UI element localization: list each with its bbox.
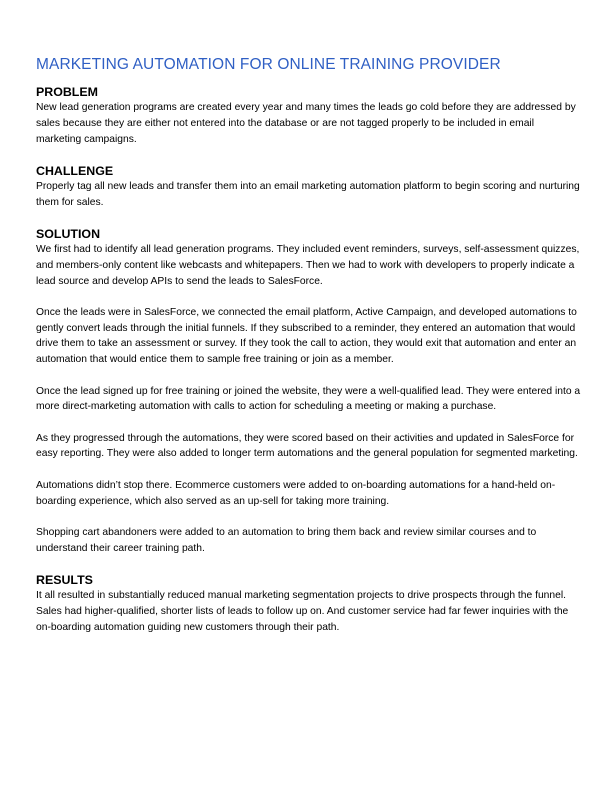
solution-paragraph: Shopping cart abandoners were added to an automation to bring them back and review similar courses and to understand their career training path. [36,526,537,554]
solution-paragraph: Once the leads were in SalesForce, we connected the email platform, Active Campaign, and developed automations to gently convert leads through the initial funnels. If they subscribed to a reminder, they entered an automation that would drive them to take an assessment or survey. If they took the call to action, they would exit that automation and enter an automation that would entice them to sample free training or join as a member. [36,306,577,366]
solution-paragraph: As they progressed through the automations, they were scored based on their activities and updated in SalesForce for easy reporting. They were also added to longer term automations and the general population for segmented marketing. [36,432,578,460]
page-title: MARKETING AUTOMATION FOR ONLINE TRAINING PROVIDER [36,56,501,73]
problem-paragraph: New lead generation programs are created every year and many times the leads go cold before they are addressed by sales because they are either not entered into the database or are not tagged properly to be included in email marketing campaigns. [36,102,576,145]
section-heading-problem: PROBLEM [36,85,98,99]
section-heading-solution: SOLUTION [36,226,101,241]
section-heading-results: RESULTS [36,572,93,587]
solution-paragraph: Once the lead signed up for free training or joined the website, they were a well-qualified lead. They were entered into a more direct-marketing automation with calls to action for scheduling a meeting or making a purchase. [36,385,581,413]
solution-paragraph: We first had to identify all lead generation programs. They included event reminders, surveys, self-assessment quizzes, and members-only content like webcasts and whitepapers. Then we had to work with developers to properly indicate a lead source and develop APIs to send the leads to SalesForce. [36,243,580,287]
challenge-paragraph: Properly tag all new leads and transfer them into an email marketing automation platform to begin scoring and nurturing them for sales. [36,180,580,208]
document-content [36,54,581,635]
section-heading-challenge: CHALLENGE [36,163,114,178]
results-paragraph: It all resulted in substantially reduced manual marketing segmentation projects to drive prospects through the funnel. Sales had higher-qualified, shorter lists of leads to follow up on. And customer service had far fewer inquiries with the on-boarding automation guiding new customers through their path. [36,589,569,633]
solution-paragraph: Automations didn’t stop there. Ecommerce customers were added to on-boarding automations for a hand-held on-boarding experience, which also served as an up-sell for taking more training. [36,479,556,507]
